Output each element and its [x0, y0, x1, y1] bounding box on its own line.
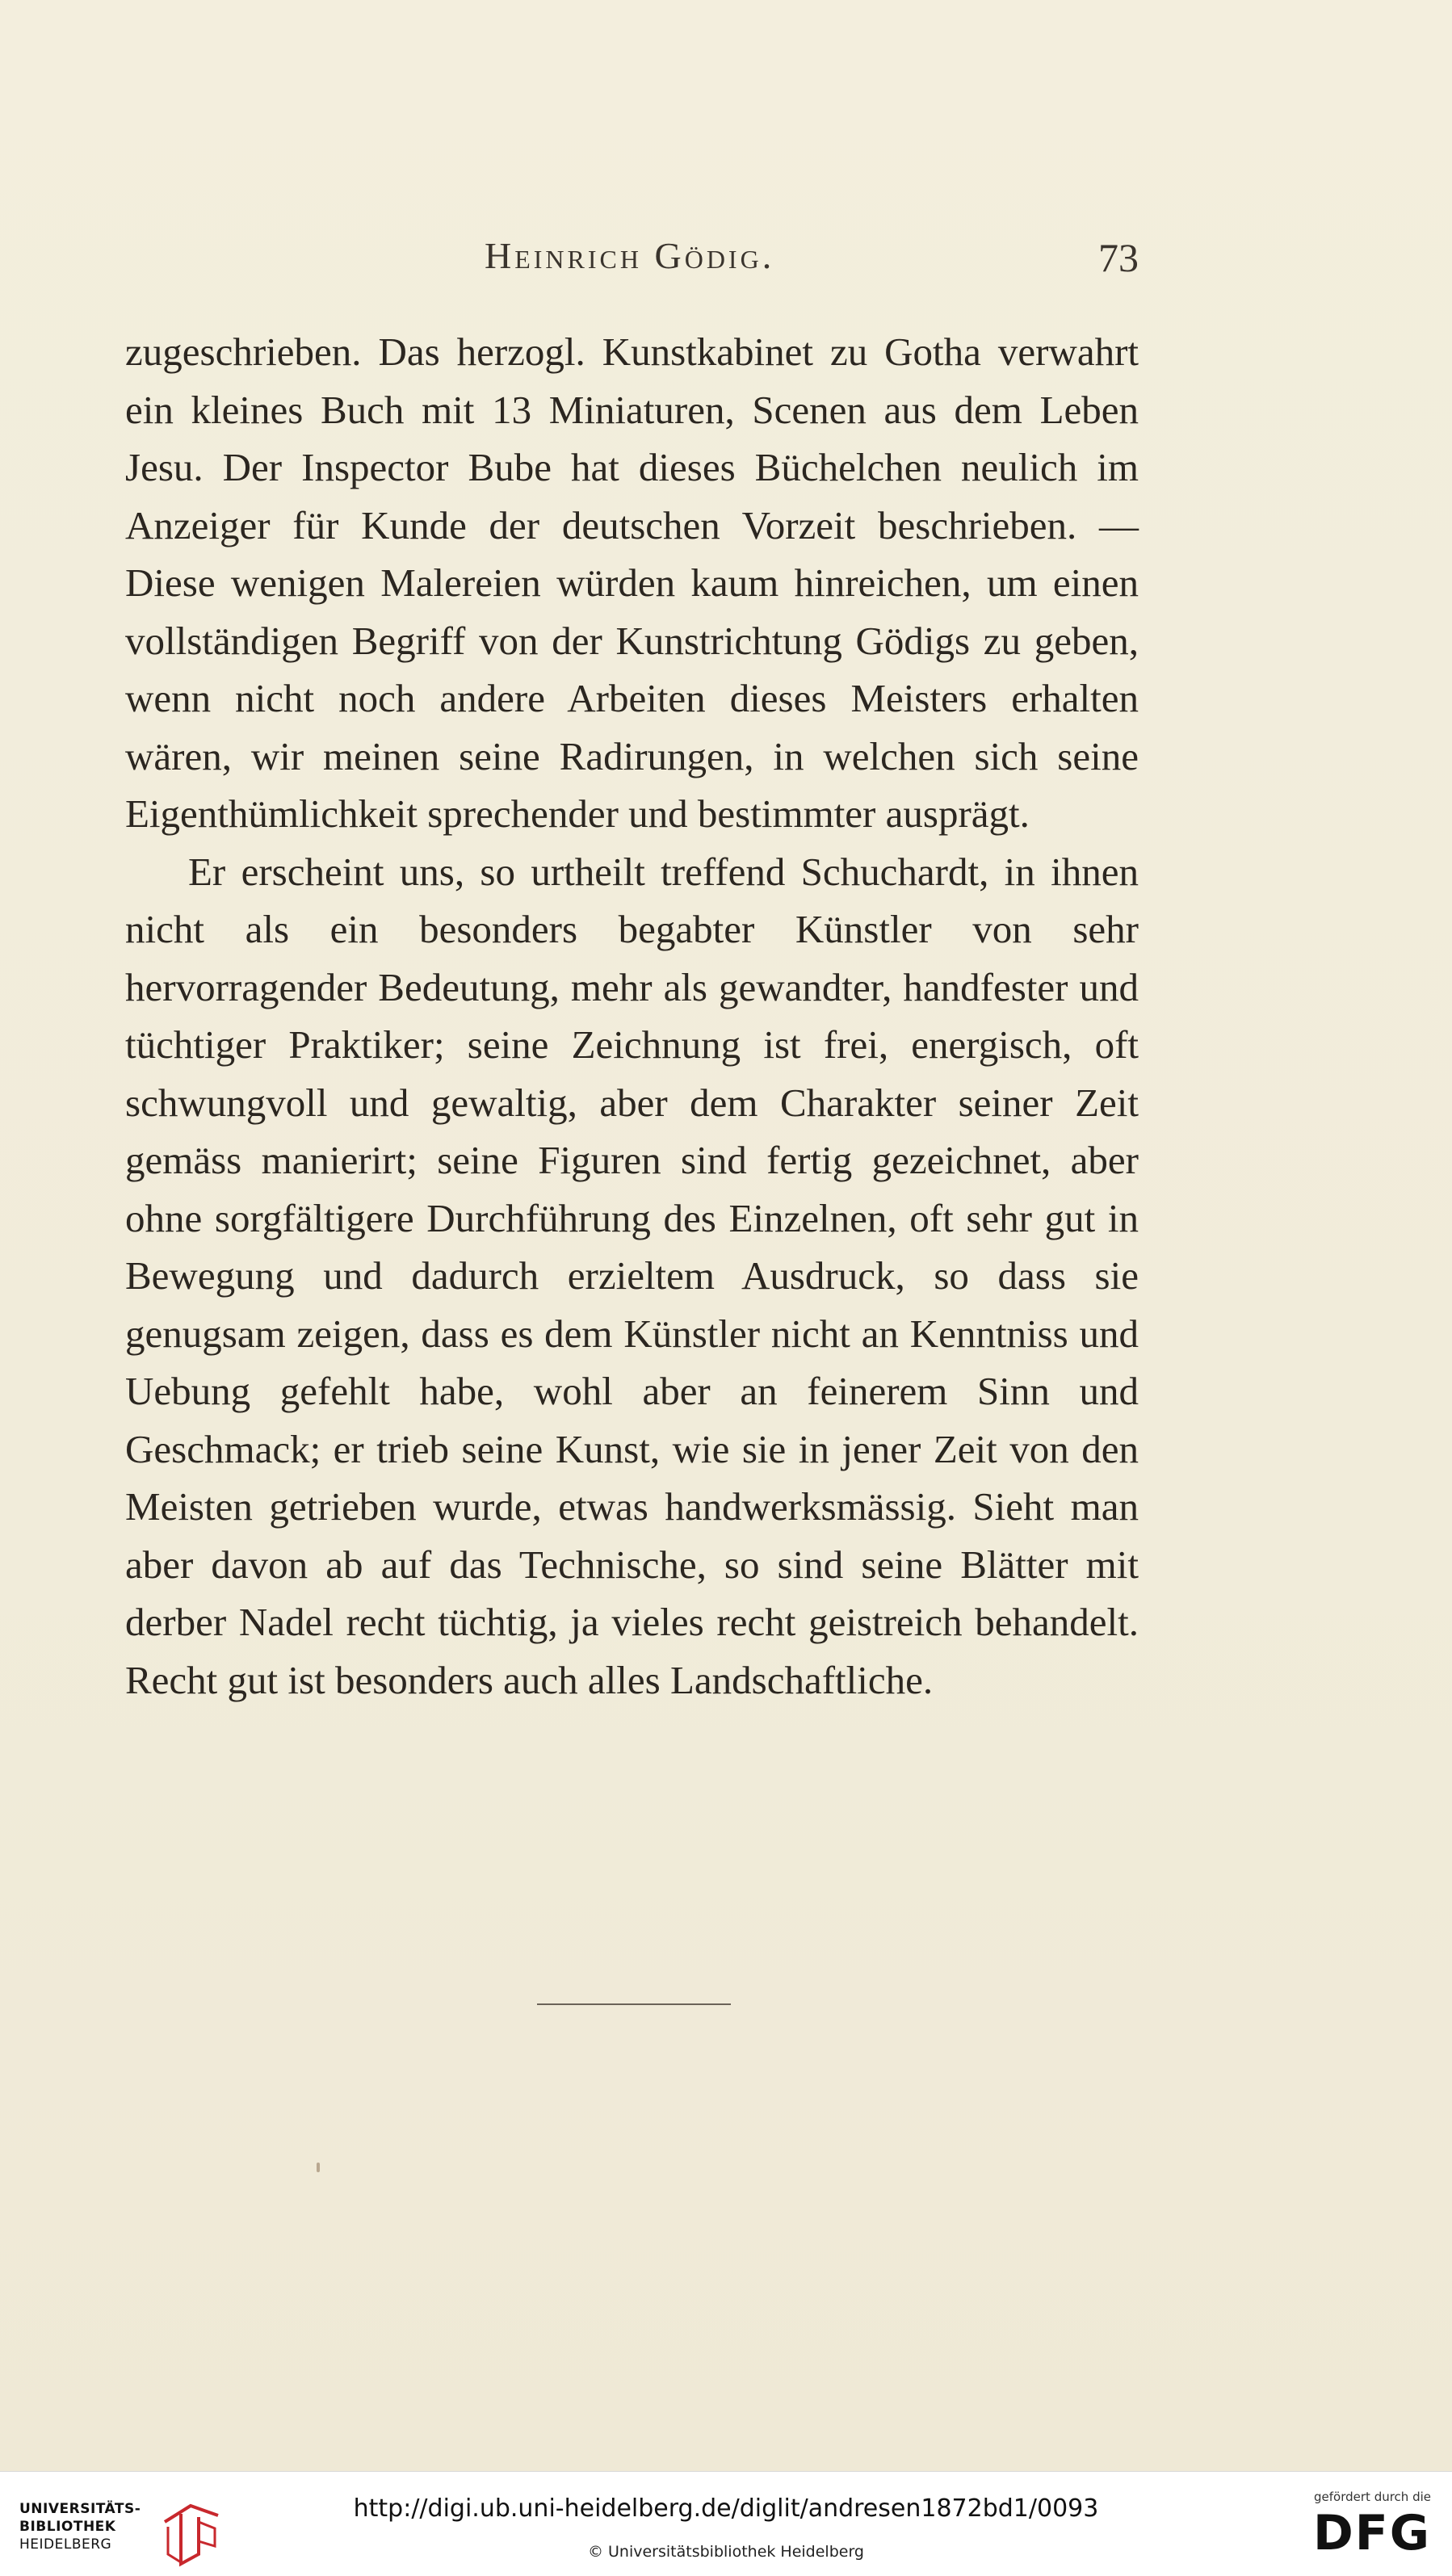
running-title: Heinrich Gödig.	[485, 235, 775, 276]
copyright-notice: © Universitätsbibliothek Heidelberg	[587, 2543, 864, 2561]
section-end-rule	[537, 2003, 731, 2005]
running-head	[125, 234, 1139, 291]
body-text	[125, 323, 1139, 1709]
paper-speck	[317, 2163, 320, 2172]
library-name-line-3: HEIDELBERG	[19, 2536, 112, 2553]
library-name-line-2: BIBLIOTHEK	[19, 2519, 116, 2535]
funding-caption: gefördert durch die	[1314, 2490, 1431, 2504]
document-url-link[interactable]: http://digi.ub.uni-heidelberg.de/diglit/andresen1872bd1/0093	[353, 2494, 1099, 2523]
dfg-logo-icon: DFG	[1312, 2505, 1431, 2561]
viewer-footer	[0, 2471, 1452, 2576]
page-number: 73	[1098, 235, 1139, 280]
paragraph-continuation: zugeschrieben. Das herzogl. Kunstkabinet zu Gotha verwahrt ein kleines Buch mit 13 Miniaturen, Scenen aus dem Leben Jesu. Der Inspector Bube hat dieses Büchelchen neulich im Anzeiger für Kunde der deutschen Vorzeit beschrieben. — Diese wenigen Malereien würden kaum hinreichen, um einen vollständigen Begriff von der Kunstrichtung Gödigs zu geben, wenn nicht noch andere Arbeiten dieses Meisters erhalten wären, wir meinen seine Radirungen, in welchen sich seine Eigenthümlichkeit sprechender und bestimmter ausprägt.	[125, 329, 1139, 836]
library-name-line-1: UNIVERSITÄTS-	[19, 2501, 141, 2517]
dfg-funding-logo[interactable]	[1278, 2490, 1431, 2570]
paragraph-schuchardt: Er erscheint uns, so urtheilt treffend Schuchardt, in ihnen nicht als ein besonders begabter Künstler von sehr hervorragender Bedeutung, mehr als gewandter, handfester und tüchtiger Praktiker; seine Zeichnung ist frei, energisch, oft schwungvoll und gewaltig, aber dem Charakter seiner Zeit gemäss manierirt; seine Figuren sind fertig gezeichnet, aber ohne sorgfältigere Durchführung des Einzelnen, oft sehr gut in Bewegung und dadurch erzieltem Ausdruck, so dass sie genugsam zeigen, dass es dem Künstler nicht an Kenntniss und Uebung gefehlt habe, wohl aber an feinerem Sinn und Geschmack; er trieb seine Kunst, wie sie in jener Zeit von den Meisten getrieben wurde, etwas handwerksmässig. Sieht man aber davon ab auf das Technische, so sind seine Blätter mit derber Nadel recht tüchtig, ja vieles recht geistreich behandelt. Recht gut ist besonders auch alles Landschaftliche.	[125, 849, 1139, 1702]
